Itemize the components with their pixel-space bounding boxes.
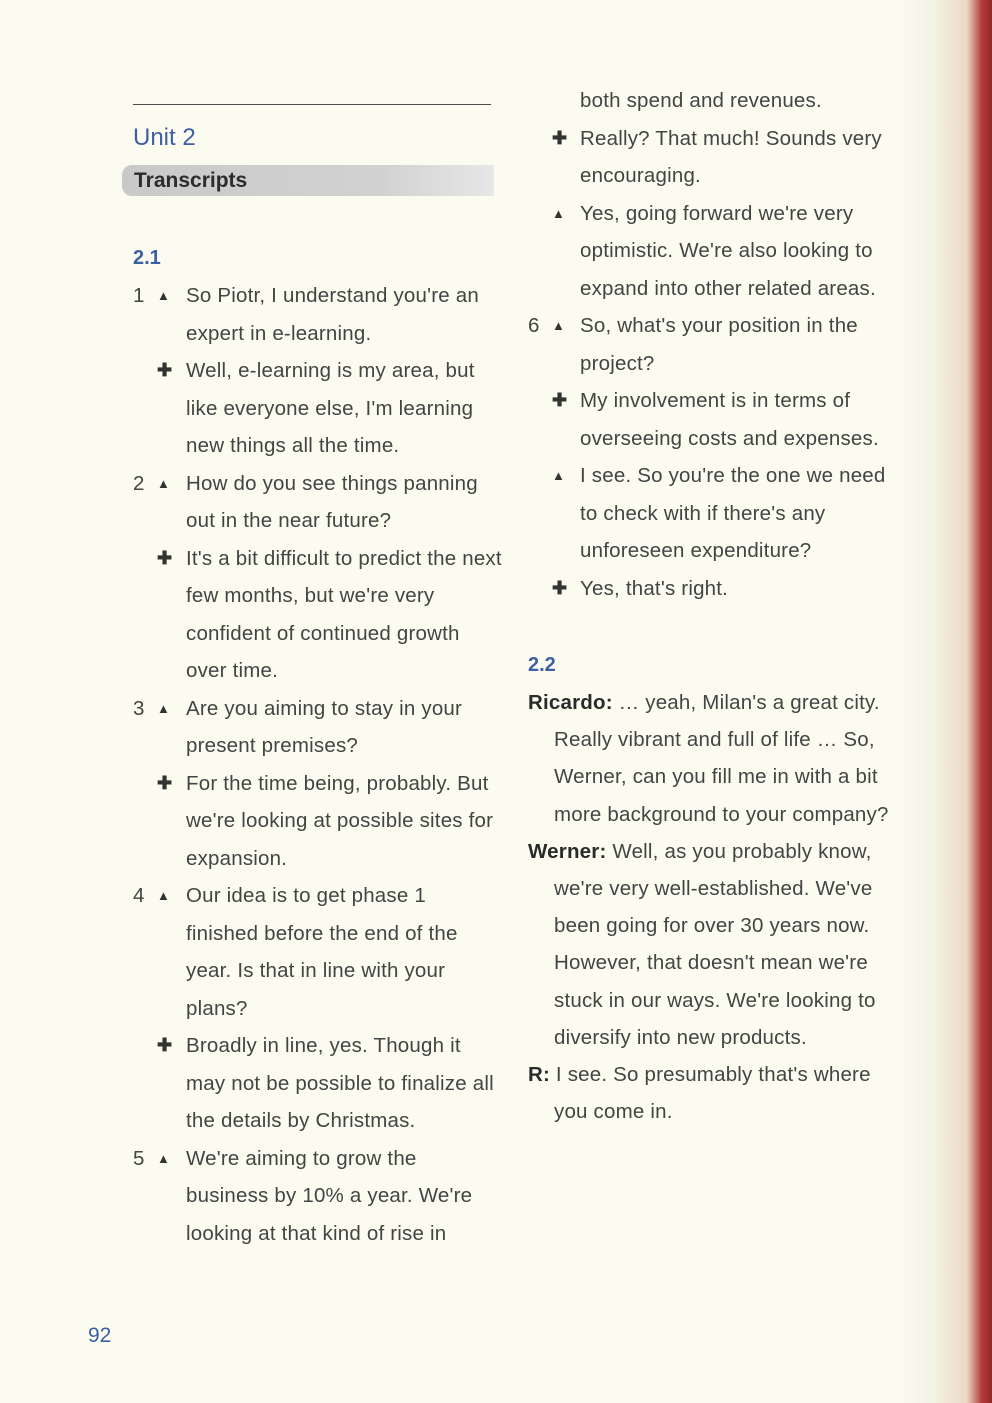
item-number: 6: [528, 314, 540, 337]
exchange-item: [528, 382, 908, 457]
item-text: Yes, that's right.: [580, 576, 729, 600]
plus-icon: ✚: [552, 127, 568, 148]
plus-icon: ✚: [157, 1035, 173, 1055]
item-text: Really? That much! Sounds very encouraging.: [580, 126, 882, 187]
page-edge: [936, 0, 992, 1403]
exchange-item: [133, 690, 503, 765]
item-text: Yes, going forward we're very optimistic. We're also looking to expand into other related areas.: [580, 201, 876, 300]
dialogue-line: [528, 1056, 908, 1130]
item-text: For the time being, probably. But we're looking at possible sites for expansion.: [186, 771, 494, 870]
exchange-item: [133, 1027, 503, 1140]
banner-label: Transcripts: [134, 169, 248, 192]
item-text: I see. So you're the one we need to check with if there's any unforeseen expenditure?: [580, 464, 886, 562]
item-number: 4: [133, 884, 145, 907]
triangle-icon: ▲: [157, 475, 171, 491]
item-text: Well, e-learning is my area, but like everyone else, I'm learning new things all the time.: [186, 359, 475, 457]
exchange-item: [528, 82, 908, 120]
triangle-icon: ▲: [552, 205, 566, 221]
item-text: So, what's your position in the project?: [580, 314, 858, 375]
unit-title: Unit 2: [133, 124, 196, 151]
item-text: My involvement is in terms of overseeing costs and expenses.: [580, 389, 879, 450]
item-text: Our idea is to get phase 1 finished before the end of the year. Is that in line with your plans?: [186, 884, 458, 1020]
triangle-icon: ▲: [552, 318, 566, 333]
item-text: How do you see things panning out in the near future?: [186, 471, 478, 532]
triangle-icon: ▲: [157, 700, 171, 716]
dialogue-text: I see. So presumably that's where you come in.: [550, 1063, 871, 1124]
exchange-item: [133, 352, 503, 465]
section-heading-2-1: 2.1: [133, 247, 161, 269]
plus-icon: ✚: [552, 577, 568, 598]
item-text: We're aiming to grow the business by 10% a year. We're looking at that kind of rise in: [186, 1146, 473, 1245]
dialogue-text: … yeah, Milan's a great city. Really vibrant and full of life … So, Werner, can you fill me in with a bit more background to your company?: [554, 691, 889, 826]
right-column: [528, 82, 908, 1130]
exchange-item: [528, 570, 908, 608]
transcripts-banner: [122, 165, 494, 196]
item-text: Are you aiming to stay in your present premises?: [186, 696, 463, 757]
exchange-item: [133, 540, 503, 690]
page-number: 92: [88, 1324, 112, 1347]
triangle-icon: ▲: [552, 468, 566, 483]
speaker-name: Ricardo:: [528, 691, 613, 714]
exchange-item: [133, 465, 503, 540]
exchange-item: [133, 277, 503, 352]
exchange-item: [133, 1140, 503, 1253]
speaker-name: Werner:: [528, 839, 607, 863]
plus-icon: ✚: [157, 772, 173, 793]
triangle-icon: ▲: [157, 1150, 171, 1166]
exchange-item: [528, 307, 908, 382]
dialogue-text: Well, as you probably know, we're very well-established. We've been going for over 30 years now. However, that doesn't mean we're stuck in our ways. We're looking to diversify into new products.: [554, 839, 876, 1049]
item-text: both spend and revenues.: [580, 89, 822, 112]
header-rule: [133, 104, 491, 105]
item-number: 2: [133, 471, 145, 495]
plus-icon: ✚: [157, 547, 173, 568]
triangle-icon: ▲: [157, 288, 171, 303]
section-spacer: [528, 607, 908, 647]
dialogue-line: [528, 833, 908, 1056]
exchange-item: [133, 765, 503, 878]
plus-icon: ✚: [552, 390, 568, 410]
speaker-name: R:: [528, 1063, 551, 1087]
item-number: 3: [133, 696, 145, 720]
item-number: 5: [133, 1146, 145, 1170]
dialogue-line: [528, 684, 908, 833]
section-heading-2-2: 2.2: [528, 654, 556, 676]
item-text: It's a bit difficult to predict the next few months, but we're very confident of continued growth over time.: [186, 546, 502, 682]
left-column: [133, 240, 503, 1252]
item-text: So Piotr, I understand you're an expert in e-learning.: [186, 284, 479, 345]
exchange-item: [528, 195, 908, 308]
item-number: 1: [133, 284, 145, 307]
exchange-item: [528, 120, 908, 195]
item-text: Broadly in line, yes. Though it may not be possible to finalize all the details by Christmas.: [186, 1034, 494, 1132]
plus-icon: ✚: [157, 360, 173, 380]
exchange-item: [528, 457, 908, 570]
triangle-icon: ▲: [157, 888, 171, 903]
exchange-item: [133, 877, 503, 1027]
